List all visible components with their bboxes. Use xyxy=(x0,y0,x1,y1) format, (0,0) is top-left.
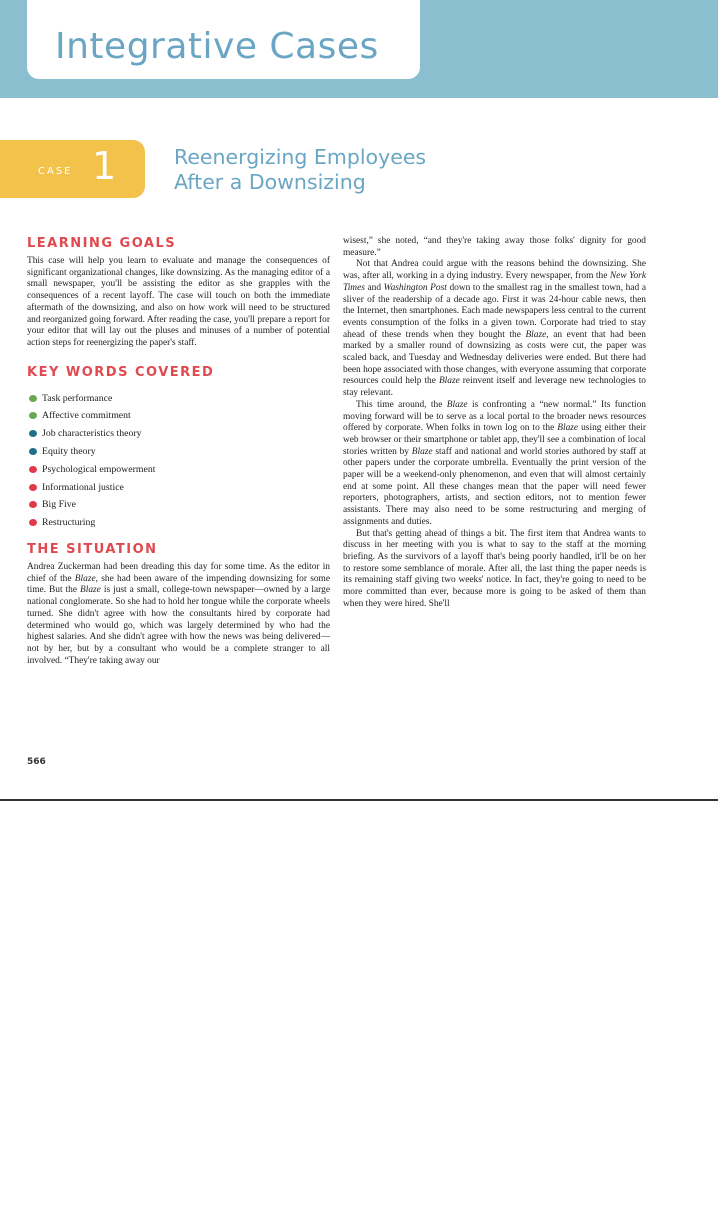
body-paragraph xyxy=(343,259,646,399)
situation-paragraph xyxy=(27,562,330,667)
text-run: and xyxy=(364,282,384,293)
case-number: 1 xyxy=(92,144,117,188)
bullet-dot-icon xyxy=(29,501,37,508)
list-item xyxy=(27,516,330,534)
list-item xyxy=(27,481,330,499)
body-paragraph: wisest,” she noted, “and they're taking away those folks' dignity for good measure.” xyxy=(343,236,646,258)
key-word-label: Big Five xyxy=(42,499,77,511)
key-word-label: Psychological empowerment xyxy=(42,463,156,475)
text-run-italic: New York Times xyxy=(343,271,646,293)
list-item xyxy=(27,409,330,427)
text-run: is confronting a “new normal.” Its function moving forward will be to serve as a local portal to the broader news resources offered by corporate. When folks in town log on to the xyxy=(343,399,646,434)
text-run: reinvent itself and leverage new technologies to stay relevant. xyxy=(343,376,646,399)
situation-heading: THE SITUATION xyxy=(27,542,158,557)
bullet-dot-icon xyxy=(29,395,37,402)
left-column xyxy=(27,236,330,667)
key-words-heading: KEY WORDS COVERED xyxy=(27,364,215,380)
page-bottom-rule xyxy=(0,799,718,801)
bullet-dot-icon xyxy=(29,430,37,437)
text-run: down to the smallest rag in the smallest town, had a sliver of the readership of a decade ago. First it was 24-hour cable news, then the Internet, then smartphones. Each made newspapers less central to the current events consumption of the folks in a given town. Corporate had tried to stay ahead of these trends when they bought the xyxy=(343,282,646,340)
bullet-dot-icon xyxy=(29,466,37,473)
key-word-label: Task performance xyxy=(42,392,113,404)
text-run-italic: Blaze xyxy=(80,585,101,596)
body-paragraph xyxy=(343,400,646,529)
bullet-dot-icon xyxy=(29,484,37,491)
text-run-italic: Blaze xyxy=(74,573,96,584)
text-run: is just a small, college-town newspaper—owned by a large national conglomerate. So she had to hold her tongue while the corporate wheels turned. She didn't agree with how the consultants hired by corporate had determined who would go, which was largely determined by who had the highest salaries. And she didn't agree with how the news was being delivered—not by her, but by a consultant who would be a complete stranger to all involved. “They're taking away our xyxy=(27,585,330,666)
case-title-line-2: After a Downsizing xyxy=(174,170,366,194)
text-run: Andrea Zuckerman had been dreading this day for some time. As the editor in chief of the xyxy=(27,562,330,584)
list-item xyxy=(27,392,330,410)
case-tab xyxy=(0,140,145,198)
header-banner xyxy=(0,0,718,98)
case-title-line-1: Reenergizing Employees xyxy=(174,145,427,169)
bullet-dot-icon xyxy=(29,519,37,526)
case-label: CASE xyxy=(38,166,73,177)
text-run: using either their web browser or their smartphone or tablet app, they'll see a combination of local stories written by xyxy=(343,423,646,457)
bullet-dot-icon xyxy=(29,412,37,419)
key-word-label: Restructuring xyxy=(42,517,96,529)
text-run-italic: Blaze xyxy=(557,423,579,434)
learning-goals-heading: LEARNING GOALS xyxy=(27,236,177,251)
case-title xyxy=(174,145,426,195)
key-word-label: Job characteristics theory xyxy=(42,428,142,440)
list-item xyxy=(27,445,330,463)
body-paragraph: But that's getting ahead of things a bit. The first item that Andrea wants to discuss in her meeting with you is what to say to the staff at the morning briefing. As the survivors of a layoff that's being poorly handled, it'll be on her to restore some semblance of morale. After all, the last thing the paper needs is its remaining staff giving two weeks' notice. In fact, they're going to need to be more committed than ever, because more is going to be asked of them than when they were hired. She'll xyxy=(343,528,646,609)
bullet-dot-icon xyxy=(29,448,37,455)
text-run: , an event that had been marked by a smaller round of downsizing as costs were cut, the paper was scaled back, and Tuesday and Wednesday deliveries were ended. But there had been hope associated with those changes, with everyone assuming that corporate resources could help the xyxy=(343,329,646,387)
text-run-italic: Washington Post xyxy=(383,282,447,293)
page-number: 566 xyxy=(27,757,46,767)
text-run-italic: Blaze xyxy=(446,399,468,410)
text-run-italic: Blaze xyxy=(525,329,547,340)
key-word-label: Informational justice xyxy=(42,481,124,493)
section-title: Integrative Cases xyxy=(55,26,379,67)
text-run-italic: Blaze xyxy=(438,376,460,387)
key-word-label: Equity theory xyxy=(42,446,96,458)
text-run-italic: Blaze xyxy=(411,446,433,457)
list-item xyxy=(27,463,330,481)
text-run: Not that Andrea could argue with the reasons behind the downsizing. She was, after all, working in a dying industry. Every newspaper, from the xyxy=(343,259,646,282)
right-column xyxy=(343,236,646,611)
key-words-list xyxy=(27,392,330,534)
list-item xyxy=(27,427,330,445)
text-run: staff and national and world stories authored by staff at other papers under the corporate umbrella. Eventually the print version of the paper will be a weekend-only phenomenon, and even that will almost certainly end at some point. All these changes mean that the paper will need fewer reporters, photographers, artists, and section editors, not to mention fewer assistants. There may also need to be some restructuring and merging of assignments and duties. xyxy=(343,446,646,527)
list-item xyxy=(27,498,330,516)
key-word-label: Affective commitment xyxy=(42,410,131,422)
text-run: , she had been aware of the impending downsizing for some time. But the xyxy=(27,573,331,596)
learning-goals-text: This case will help you learn to evaluate and manage the consequences of significant organizational changes, like downsizing. As the managing editor of a small newspaper, you'll be assisting the editor as she grapples with the consequences of a recent layoff. The case will touch on both the immediate aftermath of the downsizing, and also on how work will need to be structured and reorganized going forward. After reading the case, you'll prepare a report for your editor that will lay out the pluses and minuses of a number of potential action steps for reenergizing the paper's staff. xyxy=(27,256,330,348)
text-run: This time around, the xyxy=(356,399,447,410)
